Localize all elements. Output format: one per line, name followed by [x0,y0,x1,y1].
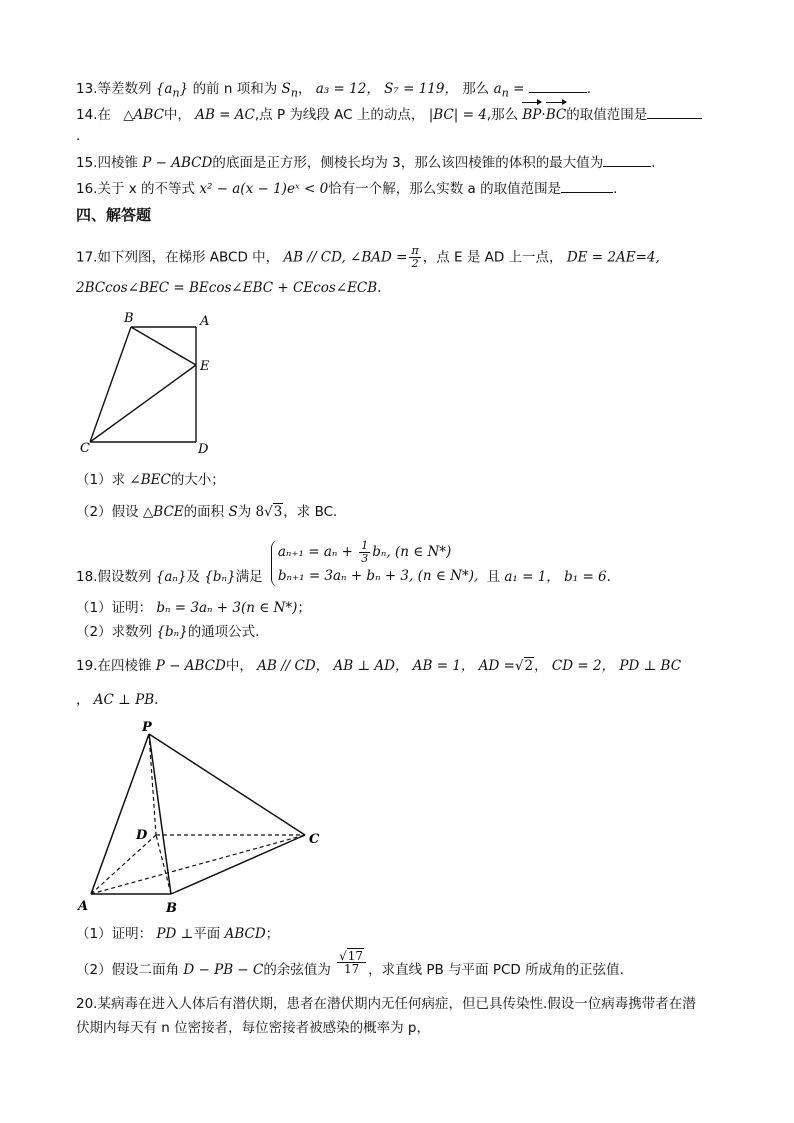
trapezoid-figure [76,308,226,458]
q13-sequence: $\{a_n\}$ [155,81,189,100]
edge-ce [90,365,196,442]
question-19-line-1: 19.在四棱锥 P − ABCD中， AB // CD， AB ⊥ AD， AB = 1， AD =√2， CD = 2， PD ⊥ BC [76,658,682,674]
label-c: C [309,832,320,847]
q14-dot-product: BP·BC [522,107,567,123]
edge-pc [149,734,305,835]
edge-pb [149,734,171,894]
q17-part-1: （1）求 ∠BEC的大小； [76,472,225,488]
question-14: 14.在 △ABC中， AB = AC,点 P 为线段 AC 上的动点， |BC| = 4,那么 BP·BC的取值范围是 [76,104,702,125]
edge-be [131,327,196,365]
q19-part-1: （1）证明： PD ⊥平面 ABCD； [76,926,280,942]
q17-condition-line: 2BCcos∠BEC = BEcos∠EBC + CEcos∠ECB. [76,280,382,296]
q17-part-2: （2）假设 △BCE的面积 S为 8√3，求 BC. [76,504,338,520]
q15-number: 15.四棱锥 [76,155,138,171]
pyramid-figure [76,718,336,918]
label-d: D [198,442,209,457]
q13-condition-2: S₇ = 119， [384,81,458,97]
q18-recurrence-system: aₙ₊₁ = aₙ + $\frac{1}{3}$ bₙ, (n ∈ N*) bₙ₊₁ = 3aₙ + bₙ + 3, (n ∈ N*), [271,540,478,587]
q19-cos-fraction: $\frac{√17}{17}$ [337,950,366,975]
q16-inequality: x² − a(x − 1)eˣ < 0 [199,181,329,197]
question-20-line-2: 伏期内每天有 n 位密接者，每位密接者被感染的概率为 p， [76,1020,430,1036]
q15-answer-blank[interactable] [603,152,651,167]
question-13: 13.等差数列 $\{a_n\}$ 的前 n 项和为 $S_n$， a₃ = 12， S₇ = 119， 那么 $a_n$ = . [76,78,591,104]
q16-number: 16.关于 x 的不等式 [76,181,196,197]
q13-an: $a_n$ = [493,81,529,100]
section-heading: 四、解答题 [76,206,152,224]
edge-bc [171,835,305,894]
q17-parallel: AB // CD, [283,249,346,266]
q17-angle: ∠BAD = [350,249,408,266]
edge-bc [90,327,131,442]
q14-number: 14.在 [76,107,111,123]
q13-text-1: 的前 n 项和为 [192,81,278,97]
q13-sn: $S_n$ [281,81,298,100]
question-15: 15.四棱锥 P − ABCD的底面是正方形，侧棱长均为 3，那么该四棱锥的体积的最大值为 . [76,152,656,173]
label-p: P [142,720,152,735]
q14-triangle: △ABC [123,107,164,123]
q13-condition-1: a₃ = 12， [315,81,380,97]
q16-answer-blank[interactable] [561,178,613,193]
label-b: B [166,901,177,916]
q14-period: . [76,128,81,144]
q18-part-1: （1）证明： bₙ = 3aₙ + 3(n ∈ N*)； [76,600,311,616]
label-d: D [136,828,148,843]
q17-de: DE = 2AE=4, [566,249,660,266]
question-18: 18.假设数列 {aₙ}及 {bₙ}满足 aₙ₊₁ = aₙ + $\frac{1}{3}$ bₙ, (n ∈ N*) bₙ₊₁ = 3aₙ + bₙ + 3, (n ∈ N*), 且 a₁ = 1， b₁ = 6. [76,540,611,586]
q18-part-2: （2）求数列 {bₙ}的通项公式. [76,624,260,640]
q13-number: 13.等差数列 [76,81,152,97]
q15-pyramid: P − ABCD [142,155,213,171]
q13-answer-blank[interactable] [529,78,587,93]
q19-part-2: （2）假设二面角 D − PB − C的余弦值为 $\frac{√17}{17}$ ，求直线 PB 与平面 PCD 所成角的正弦值. [76,949,624,978]
q14-condition: AB = AC [195,107,255,123]
q17-pi-fraction: $\frac{\pi}{2}$ [411,244,419,270]
edge-ad-hidden [91,835,156,894]
question-17-line-1: 17.如下列图，在梯形 ABCD 中， AB // CD, ∠BAD = $\frac{\pi}{2}$ ，点 E 是 AD 上一点， DE = 2AE=4, [76,244,660,270]
q14-answer-blank[interactable] [647,104,702,119]
edge-pd-hidden [149,734,156,835]
question-19-line-2: ， AC ⊥ PB. [76,692,159,708]
q14-abs-bc: |BC| = 4 [428,107,487,123]
label-a: A [78,899,89,914]
label-b: B [124,311,134,326]
label-a: A [200,314,210,329]
label-c: C [80,441,90,456]
label-e: E [200,359,210,374]
q13-text-2: 那么 [462,81,490,97]
question-16: 16.关于 x 的不等式 x² − a(x − 1)eˣ < 0恰有一个解，那么实数 a 的取值范围是 . [76,178,617,199]
question-20-line-1: 20.某病毒在进入人体后有潜伏期，患者在潜伏期内无任何病症，但已具传染性.假设一位病毒携带者在潜 [76,996,696,1012]
edge-pa [91,734,149,894]
